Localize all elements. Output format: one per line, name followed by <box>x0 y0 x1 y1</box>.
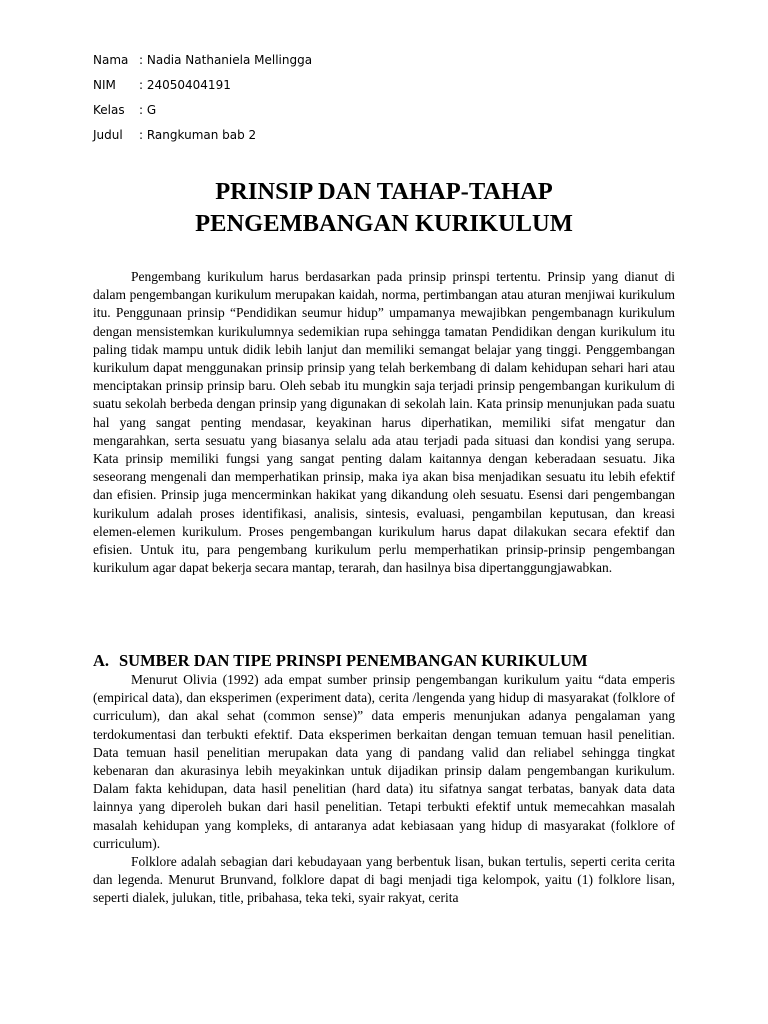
title-line-2: PENGEMBANGAN KURIKULUM <box>195 210 573 237</box>
info-label: Kelas <box>93 103 125 117</box>
info-row-title <box>93 126 312 151</box>
document-title <box>93 176 675 240</box>
section-number: A. <box>93 651 110 670</box>
info-row-class <box>93 101 312 126</box>
intro-section <box>93 268 675 577</box>
section-a-paragraph-1: Menurut Olivia (1992) ada empat sumber prinsip pengembangan kurikulum yaitu “data emperis (empirical data), dan eksperimen (experiment data), cerita /lengenda yang hidup di masyarakat (folklore of curriculum), dan akal sehat (common sense)” data emperis menunjukan adanya pengalaman yang terdokumentasi dan terbukti efektif. Data eksperimen berkaitan dengan temuan temuan hasil penelitian. Data temuan hasil penelitian merupakan data yang di pandang valid dan reliabel sehingga tingkat kebenaran dan akurasinya lebih meyakinkan untuk dijadikan prinsip dalam pengembangan kurikulum. Dalam fakta kehidupan, data hasil penelitian (hard data) itu sifatnya sangat terbatas, banyak data data lainnya yang diperoleh bukan dari hasil penelitian. Tetapi terbukti efektif untuk memecahkan masalah masalah kehidupan yang kompleks, di antaranya adat kebiasaan yang hidup di masyarakat (folklore of curriculum). <box>93 672 675 851</box>
info-value: : 24050404191 <box>139 78 231 92</box>
section-a-paragraph-2: Folklore adalah sebagian dari kebudayaan yang berbentuk lisan, bukan tertulis, seperti cerita cerita dan legenda. Menurut Brunvand, folklore dapat di bagi menjadi tiga kelompok, yaitu (1) folklore lisan, seperti dialek, julukan, title, pribahasa, teka teki, syair rakyat, cerita <box>93 854 675 906</box>
section-heading-text: SUMBER DAN TIPE PRINSPI PENEMBANGAN KURIKULUM <box>119 651 588 670</box>
student-info <box>93 51 312 151</box>
intro-paragraph: Pengembang kurikulum harus berdasarkan pada prinsip prinspi tertentu. Prinsip yang dianut di dalam pengembangan kurikulum merupakan kaidah, norma, pertimbangan atau aturan menjiwai kurikulum itu. Penggunaan prinsip “Pendidikan seumur hidup” umpamanya mewajibkan pengembanagn kurikulum dengan mensistemkan kurikulumnya sedemikian rupa sehingga tamatan Pendidikan dengan kurikulum itu paling tidak mampu untuk didik lebih lanjut dan memiliki semangat belajar yang tinggi. Penggembangan kurikulum dapat menggunakan prinsip prinsip yang telah berkembang di dalam kehidupan sehari hari atau menciptakan prinsip prinsip baru. Oleh sebab itu mungkin saja terjadi prinsip pengembangan kurikulum di suatu sekolah berbeda dengan prinsip yang digunakan di sekolah lain. Kata prinsip menunjukan pada suatu hal yang sangat penting mendasar, keyakinan harus diperhatikan, memiliki sifat mengatur dan mengarahkan, serta sesuatu yang biasanya selalu ada atau terjadi pada situasi dan kondisi yang serupa. Kata prinsip memiliki fungsi yang sangat penting dalam kaitannya dengan keberadaan sesuatu. Jika seseorang mengenali dan memperhatikan prinsip, maka iya akan bisa menjadikan sesuatu itu lebih efektif dan efisien. Prinsip juga mencerminkan hakikat yang dikandung oleh sesuatu. Esensi dari pengembangan kurikulum adalah proses identifikasi, analisis, sintesis, evaluasi, pengambilan keputusan, dan kreasi elemen-elemen kurikulum. Proses pengembangan kurikulum harus dapat dilakukan secara efektif dan efisien. Untuk itu, para pengembang kurikulum perlu memperhatikan prinsip-prinsip pengembangan kurikulum agar dapat bekerja secara mantap, terarah, dan hasilnya bisa dipertanggungjawabkan. <box>93 269 675 576</box>
info-value: : Nadia Nathaniela Mellingga <box>139 53 313 67</box>
info-value: : G <box>139 103 157 117</box>
info-row-nim <box>93 76 312 101</box>
section-a-body <box>93 671 675 908</box>
section-a-heading <box>93 650 693 672</box>
title-line-1: PRINSIP DAN TAHAP-TAHAP <box>215 178 553 205</box>
info-label: NIM <box>93 78 116 92</box>
info-value: : Rangkuman bab 2 <box>139 128 257 142</box>
info-row-name <box>93 51 312 76</box>
info-label: Judul <box>93 128 123 142</box>
info-label: Nama <box>93 53 129 67</box>
